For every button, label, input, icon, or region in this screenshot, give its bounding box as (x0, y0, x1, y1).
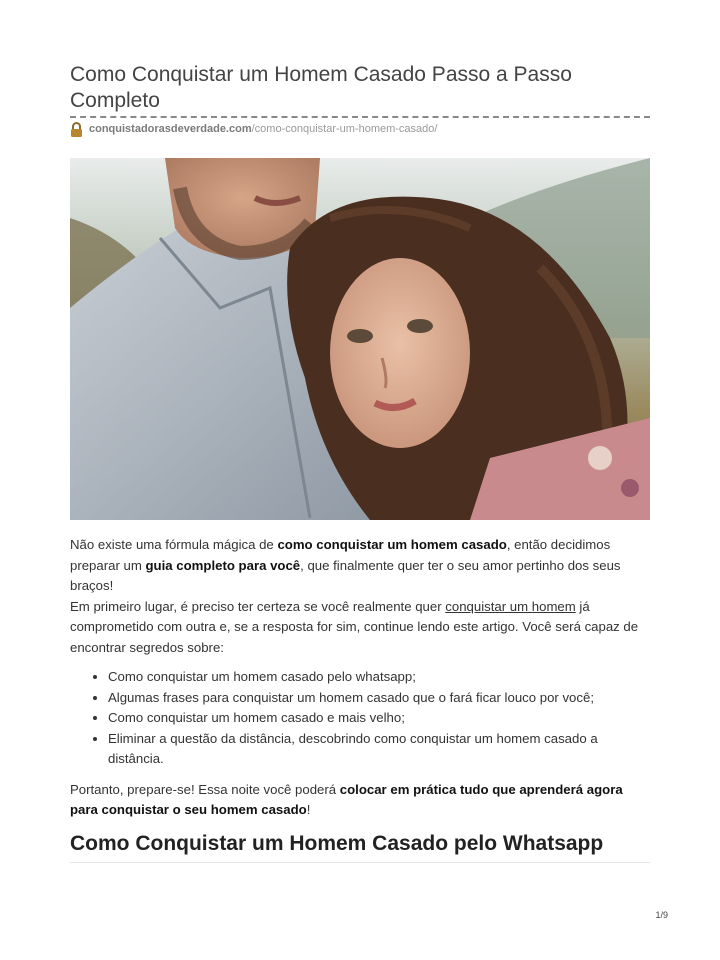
url-domain: conquistadorasdeverdade.com (89, 123, 252, 135)
text-run: Portanto, prepare-se! Essa noite você poderá (70, 781, 340, 797)
list-item: • Como conquistar um homem casado pelo whatsapp; (108, 667, 650, 688)
bold-text: colocar em prática tudo que aprenderá agora para conquistar o seu homem casado (70, 781, 623, 817)
text-run: Em primeiro lugar, é preciso ter certeza se você realmente quer (70, 598, 446, 614)
text-run: já comprometido com outra e, se a resposta for sim, continue lendo este artigo. Você será capaz de encontrar segredos sobre: (70, 598, 639, 655)
second-paragraph (70, 597, 650, 659)
couple-illustration (70, 158, 650, 520)
list-item: • Como conquistar um homem casado e mais velho; (108, 708, 650, 729)
article-title: Como Conquistar um Homem Casado Passo a Passo Completo (70, 63, 572, 112)
hero-photo-couple (70, 158, 650, 520)
closing-paragraph (70, 780, 650, 821)
text-run: ! (306, 802, 311, 817)
text-run: , que finalmente quer ter o seu amor pertinho dos seus braços! (70, 557, 621, 593)
topics-list (70, 667, 650, 770)
title-divider (70, 116, 650, 118)
text-run: , então decidimos preparar um (70, 537, 611, 573)
article-body (70, 535, 650, 821)
text-run: Não existe uma fórmula mágica de (70, 537, 278, 552)
section-divider (70, 862, 650, 863)
url-path: /como-conquistar-um-homem-casado/ (251, 123, 438, 135)
section-heading: Como Conquistar um Homem Casado pelo Whatsapp (70, 832, 604, 855)
intro-paragraph (70, 535, 650, 597)
bold-text: como conquistar um homem casado (277, 537, 507, 552)
bold-text: guia completo para você (145, 557, 301, 573)
source-url[interactable] (70, 121, 437, 137)
lock-icon (70, 122, 83, 137)
list-item: • Eliminar a questão da distância, descobrindo como conquistar um homem casado a distância. (108, 729, 650, 770)
page-number: 1/9 (655, 910, 668, 920)
conquistar-link[interactable]: conquistar um homem (445, 598, 576, 614)
list-item: • Algumas frases para conquistar um homem casado que o fará ficar louco por você; (108, 688, 650, 709)
